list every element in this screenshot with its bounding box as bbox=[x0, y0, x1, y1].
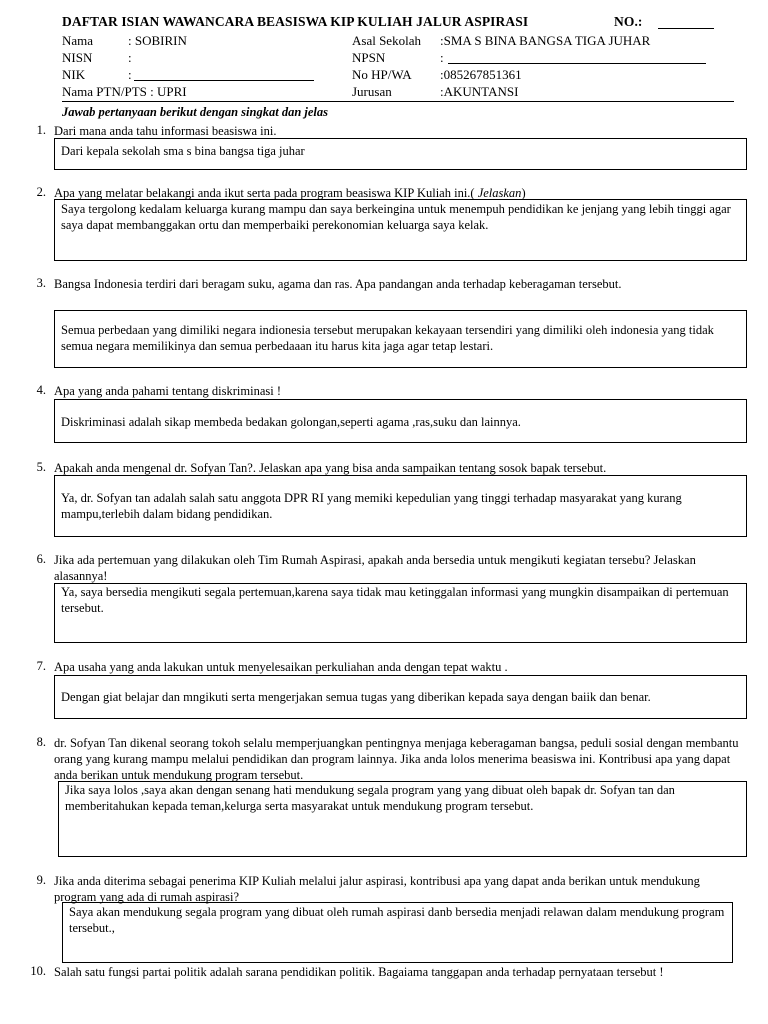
answer-box[interactable]: Semua perbedaan yang dimiliki negara indionesia tersebut merupakan kekayaan tersendiri yang dimiliki oleh indonesia yang tidak semua negara memilikinya dan semua perbedaaan itu harus kita jaga agar tetap lestari. bbox=[54, 310, 747, 368]
question-text-main: Apa yang melatar belakangi anda ikut serta pada program beasiswa KIP Kuliah ini.( bbox=[54, 186, 478, 200]
question-number: 6. bbox=[36, 552, 46, 566]
instruction-text: Jawab pertanyaan berikut dengan singkat dan jelas bbox=[62, 105, 329, 119]
answer-box[interactable]: Saya tergolong kedalam keluarga kurang mampu dan saya berkeingina untuk menempuh pendidikan ke jenjang yang lebih tinggi agar saya dapat membanggakan ortu dan memperbaiki perekonomian keluarga saya kelak. bbox=[54, 199, 747, 261]
question-number: 4. bbox=[36, 383, 46, 397]
form-title bbox=[62, 14, 643, 30]
form-number-label: NO.: bbox=[614, 14, 643, 29]
question-number: 7. bbox=[36, 659, 46, 673]
field-npsn-line bbox=[448, 63, 706, 64]
header-separator bbox=[62, 101, 734, 102]
field-nisn-value: : bbox=[128, 50, 132, 65]
question-text: Jika anda diterima sebagai penerima KIP Kuliah melalui jalur aspirasi, kontribusi apa yang dapat anda berikan untuk mendukung program yang ada di rumah aspirasi? bbox=[54, 874, 700, 904]
question-text: Salah satu fungsi partai politik adalah sarana pendidikan politik. Bagaiama tanggapan anda terhadap pernyataan tersebut ! bbox=[54, 965, 664, 979]
field-npsn-value: : bbox=[440, 50, 444, 65]
question-text: Apa usaha yang anda lakukan untuk menyelesaikan perkuliahan anda dengan tepat waktu . bbox=[54, 660, 508, 674]
answer-box[interactable]: Ya, saya bersedia mengikuti segala pertemuan,karena saya tidak mau ketinggalan informasi yang mungkin disampaikan di pertemuan tersebut. bbox=[54, 583, 747, 643]
answer-box[interactable]: Dengan giat belajar dan mngikuti serta mengerjakan semua tugas yang diberikan kepada saya dengan baiik dan benar. bbox=[54, 675, 747, 719]
answer-box[interactable]: Diskriminasi adalah sikap membeda bedakan golongan,seperti agama ,ras,suku dan lainnya. bbox=[54, 399, 747, 443]
question-text: dr. Sofyan Tan dikenal seorang tokoh selalu memperjuangkan pentingnya menjaga keberagaman bangsa, peduli sosial dengan membantu orang yang kurang mampu melalui pendidikan dan program lainnya. Jika anda lolos menerima beasiswa ini. Kontribusi apa yang dapat anda berikan untuk mendukung program tersebut. bbox=[54, 736, 739, 782]
field-asal-sekolah-value: :SMA S BINA BANGSA TIGA JUHAR bbox=[440, 33, 651, 48]
answer-box[interactable]: Dari kepala sekolah sma s bina bangsa tiga juhar bbox=[54, 138, 747, 170]
field-ptn-label: Nama PTN/PTS : UPRI bbox=[62, 84, 187, 99]
field-nik-value: : bbox=[128, 67, 132, 82]
answer-box[interactable]: Jika saya lolos ,saya akan dengan senang hati mendukung segala program yang yang dibuat oleh bapak dr. Sofyan tan dan memberitahukan kepada teman,kelurga serta masyarakat untuk mendukung program tersebut. bbox=[58, 781, 747, 857]
question-number: 5. bbox=[36, 460, 46, 474]
question-number: 9. bbox=[36, 873, 46, 887]
field-nik-line bbox=[134, 80, 314, 81]
question-number: 10. bbox=[30, 964, 46, 978]
field-nama-label: Nama bbox=[62, 33, 94, 48]
question-number: 3. bbox=[36, 276, 46, 290]
question-number: 8. bbox=[36, 735, 46, 749]
field-nohp-value: :085267851361 bbox=[440, 67, 522, 82]
field-jurusan-value: :AKUNTANSI bbox=[440, 84, 519, 99]
field-npsn-label: NPSN bbox=[352, 50, 386, 65]
form-title-text: DAFTAR ISIAN WAWANCARA BEASISWA KIP KULIAH JALUR ASPIRASI bbox=[62, 14, 529, 29]
question-text: Dari mana anda tahu informasi beasiswa ini. bbox=[54, 124, 277, 138]
answer-box[interactable]: Saya akan mendukung segala program yang dibuat oleh rumah aspirasi danb bersedia menjadi relawan dalam mendukung program tersebut., bbox=[62, 902, 733, 963]
question-text-close: ) bbox=[521, 186, 526, 200]
field-nisn-label: NISN bbox=[62, 50, 93, 65]
answer-box[interactable]: Ya, dr. Sofyan tan adalah salah satu anggota DPR RI yang memiki kepedulian yang tinggi terhadap masyarakat yang kurang mampu,terlebih dalam bidang pendidikan. bbox=[54, 475, 747, 537]
field-jurusan-label: Jurusan bbox=[352, 84, 392, 99]
question-text: Apa yang anda pahami tentang diskriminasi ! bbox=[54, 384, 282, 398]
question-number: 2. bbox=[36, 185, 46, 199]
question-text: Apakah anda mengenal dr. Sofyan Tan?. Jelaskan apa yang bisa anda sampaikan tentang sosok bapak tersebut. bbox=[54, 461, 607, 475]
question-number: 1. bbox=[36, 123, 46, 137]
question-text-emphasis: Jelaskan bbox=[477, 186, 522, 200]
field-nik-label: NIK bbox=[62, 67, 86, 82]
field-asal-sekolah-label: Asal Sekolah bbox=[352, 33, 421, 48]
field-nohp-label: No HP/WA bbox=[352, 67, 412, 82]
question-text: Bangsa Indonesia terdiri dari beragam suku, agama dan ras. Apa pandangan anda terhadap keberagaman tersebut. bbox=[54, 277, 622, 291]
field-nama-value: : SOBIRIN bbox=[128, 33, 187, 48]
question-text: Jika ada pertemuan yang dilakukan oleh Tim Rumah Aspirasi, apakah anda bersedia untuk mengikuti kegiatan tersebu? Jelaskan alasannya! bbox=[54, 553, 696, 583]
form-number-line bbox=[658, 28, 714, 29]
